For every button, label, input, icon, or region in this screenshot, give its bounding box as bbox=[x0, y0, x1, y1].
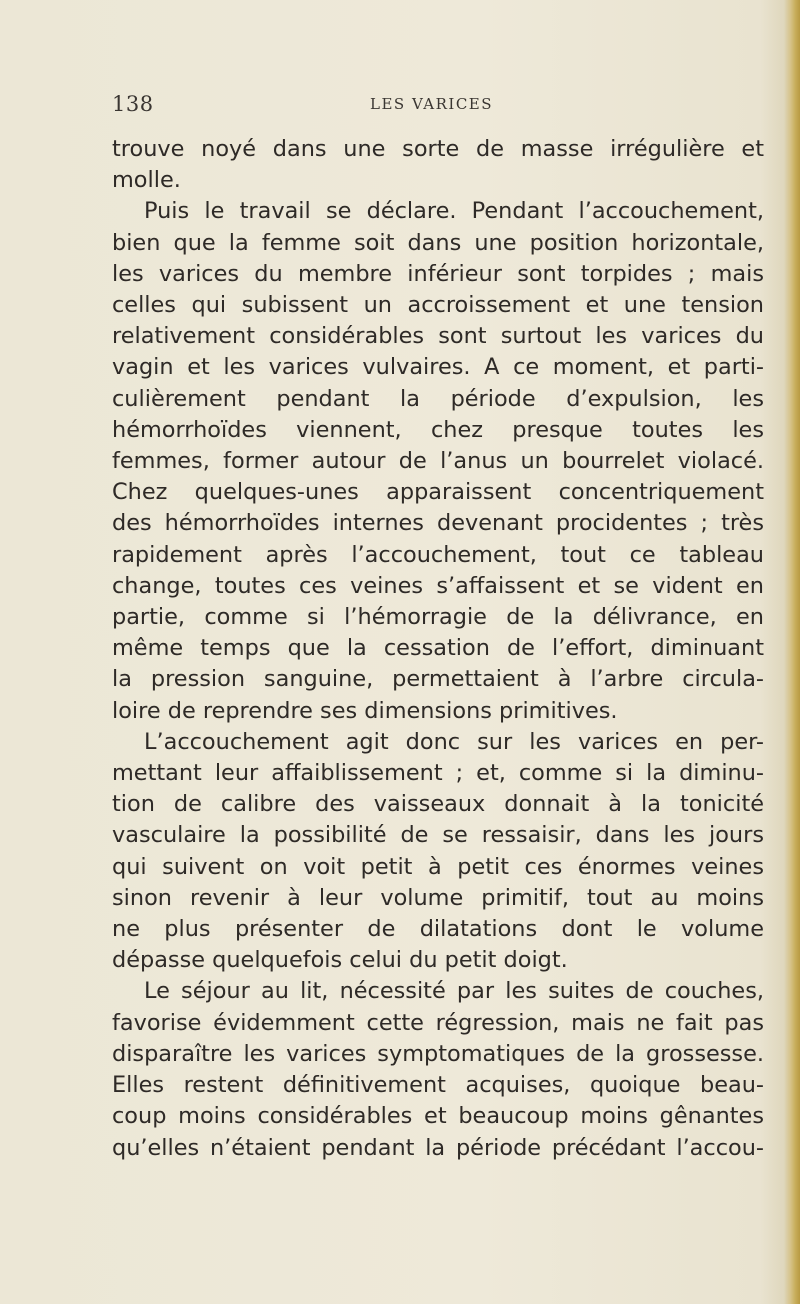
text-line: loire de reprendre ses dimensions primitives. bbox=[112, 697, 618, 724]
text-line: coup moins considérables et beaucoup moins gênantes bbox=[112, 1103, 764, 1130]
text-line: hémorrhoïdes viennent, chez presque toutes les bbox=[112, 416, 764, 443]
text-line: culièrement pendant la période d’expulsion, les bbox=[112, 385, 764, 412]
text-line: Chez quelques-unes apparaissent concentriquement bbox=[112, 479, 764, 506]
text-line: change, toutes ces veines s’affaissent et se vident en bbox=[112, 572, 764, 599]
text-line: Le séjour au lit, nécessité par les suites de couches, bbox=[144, 978, 764, 1005]
text-line: bien que la femme soit dans une position horizontale, bbox=[112, 229, 764, 256]
body-text bbox=[112, 134, 764, 1164]
text-line: vagin et les varices vulvaires. A ce moment, et parti- bbox=[112, 354, 764, 381]
text-line: celles qui subissent un accroissement et une tension bbox=[112, 292, 764, 319]
text-line: Elles restent définitivement acquises, quoique beau- bbox=[112, 1072, 764, 1099]
text-line: sinon revenir à leur volume primitif, tout au moins bbox=[112, 884, 764, 911]
text-line: favorise évidemment cette régression, mais ne fait pas bbox=[112, 1009, 764, 1036]
page-edge bbox=[784, 0, 800, 1304]
page-header bbox=[112, 92, 752, 122]
text-line: les varices du membre inférieur sont torpides ; mais bbox=[112, 260, 764, 287]
text-line: qui suivent on voit petit à petit ces énormes veines bbox=[112, 853, 764, 880]
text-line: L’accouchement agit donc sur les varices en per- bbox=[144, 728, 764, 755]
text-line: molle. bbox=[112, 167, 181, 194]
text-line: des hémorrhoïdes internes devenant procidentes ; très bbox=[112, 510, 764, 537]
text-line: Puis le travail se déclare. Pendant l’accouchement, bbox=[144, 198, 764, 225]
text-line: partie, comme si l’hémorragie de la délivrance, en bbox=[112, 604, 764, 631]
text-line: rapidement après l’accouchement, tout ce tableau bbox=[112, 541, 764, 568]
text-line: relativement considérables sont surtout les varices du bbox=[112, 323, 764, 350]
text-line: femmes, former autour de l’anus un bourrelet violacé. bbox=[112, 448, 764, 475]
page-number: 138 bbox=[112, 92, 154, 116]
text-line: qu’elles n’étaient pendant la période précédant l’accou- bbox=[112, 1134, 764, 1161]
text-line: ne plus présenter de dilatations dont le volume bbox=[112, 916, 764, 943]
text-line: vasculaire la possibilité de se ressaisir, dans les jours bbox=[112, 822, 764, 849]
text-line: mettant leur affaiblissement ; et, comme si la diminu- bbox=[112, 760, 764, 787]
text-line: la pression sanguine, permettaient à l’arbre circula- bbox=[112, 666, 764, 693]
text-line: trouve noyé dans une sorte de masse irrégulière et bbox=[112, 136, 764, 162]
text-line: disparaître les varices symptomatiques de la grossesse. bbox=[112, 1040, 764, 1067]
text-line: même temps que la cessation de l’effort, diminuant bbox=[112, 635, 764, 662]
text-line: dépasse quelquefois celui du petit doigt. bbox=[112, 947, 568, 974]
text-line: tion de calibre des vaisseaux donnait à la tonicité bbox=[112, 791, 764, 818]
running-head: LES VARICES bbox=[370, 95, 494, 113]
